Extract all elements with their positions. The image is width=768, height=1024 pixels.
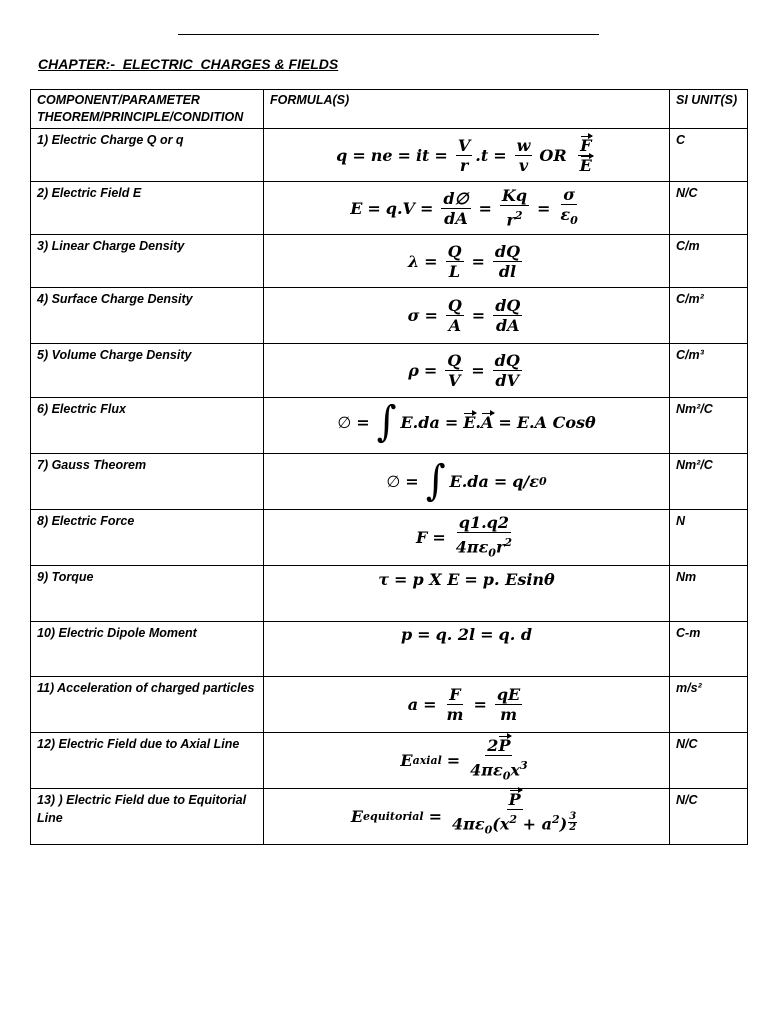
row-formula: ∅ = ∫ E.da = E . A = E.A Cosθ [264, 398, 670, 454]
row-formula: q = ne = it = $\frac{V}{r}$ .t = $\frac{w}{v}$ OR $\frac{F}{E}$ [264, 129, 670, 182]
row-formula: σ = $\frac{Q}{A}$ = $\frac{dQ}{dA}$ [264, 288, 670, 344]
row-label: 5) Volume Charge Density [31, 344, 264, 398]
chapter-title: CHAPTER:- ELECTRIC CHARGES & FIELDS [38, 56, 339, 72]
table-row [31, 454, 748, 510]
row-unit: C [670, 129, 748, 182]
row-formula: ρ = $\frac{Q}{V}$ = $\frac{dQ}{dV}$ [264, 344, 670, 398]
table-row [31, 182, 748, 235]
row-label: 1) Electric Charge Q or q [31, 129, 264, 182]
row-label: 8) Electric Force [31, 510, 264, 566]
row-unit: N/C [670, 733, 748, 789]
table-header-row [31, 90, 748, 129]
row-unit: C/m² [670, 288, 748, 344]
row-label: 6) Electric Flux [31, 398, 264, 454]
formula-table [30, 89, 748, 845]
row-unit: C/m [670, 235, 748, 288]
table-row [31, 566, 748, 622]
row-formula: ∅ = ∫ E.da = q/ε 0 [264, 454, 670, 510]
header-component: COMPONENT/PARAMETER THEOREM/PRINCIPLE/CONDITION [31, 90, 264, 129]
row-label: 11) Acceleration of charged particles [31, 677, 264, 733]
table-row [31, 733, 748, 789]
table-row [31, 789, 748, 845]
row-formula: E = q.V = $\frac{d\emptyset}{dA}$ = $\frac{Kq}{r^2}$ = $\frac{\sigma}{\varepsilon_0}$ [264, 182, 670, 235]
row-formula: E equitorial = P $4\pi\varepsilon_0(x^2 + a^2)$ $\frac{3}{2}$ [264, 789, 670, 845]
table-row [31, 622, 748, 677]
row-formula: E axial = $\frac{2P}{4\pi\varepsilon_0x^3}$ [264, 733, 670, 789]
row-label: 3) Linear Charge Density [31, 235, 264, 288]
row-formula: F = $\frac{q1.q2}{4\pi\varepsilon_0r^2}$ [264, 510, 670, 566]
table-row [31, 235, 748, 288]
table-row [31, 510, 748, 566]
row-label: 9) Torque [31, 566, 264, 622]
row-unit: N [670, 510, 748, 566]
table-row [31, 677, 748, 733]
row-unit: m/s² [670, 677, 748, 733]
row-label: 10) Electric Dipole Moment [31, 622, 264, 677]
header-formula: FORMULA(S) [264, 90, 670, 129]
row-formula: λ = $\frac{Q}{L}$ = $\frac{dQ}{dl}$ [264, 235, 670, 288]
row-formula: a = $\frac{F}{m}$ = $\frac{qE}{m}$ [264, 677, 670, 733]
row-unit: N/C [670, 789, 748, 845]
row-label: 13) ) Electric Field due to Equitorial Line [31, 789, 264, 845]
row-formula: p = q. 2l = q. d [264, 622, 670, 677]
top-rule [178, 34, 599, 35]
row-unit: Nm²/C [670, 454, 748, 510]
row-label: 2) Electric Field E [31, 182, 264, 235]
table-row [31, 398, 748, 454]
row-formula: τ = p X E = p. Esinθ [264, 566, 670, 622]
table-row [31, 344, 748, 398]
table-row [31, 129, 748, 182]
row-unit: N/C [670, 182, 748, 235]
header-unit: SI UNIT(S) [670, 90, 748, 129]
row-label: 4) Surface Charge Density [31, 288, 264, 344]
row-unit: C-m [670, 622, 748, 677]
row-unit: Nm²/C [670, 398, 748, 454]
row-unit: Nm [670, 566, 748, 622]
table-row [31, 288, 748, 344]
row-label: 12) Electric Field due to Axial Line [31, 733, 264, 789]
row-unit: C/m³ [670, 344, 748, 398]
row-label: 7) Gauss Theorem [31, 454, 264, 510]
